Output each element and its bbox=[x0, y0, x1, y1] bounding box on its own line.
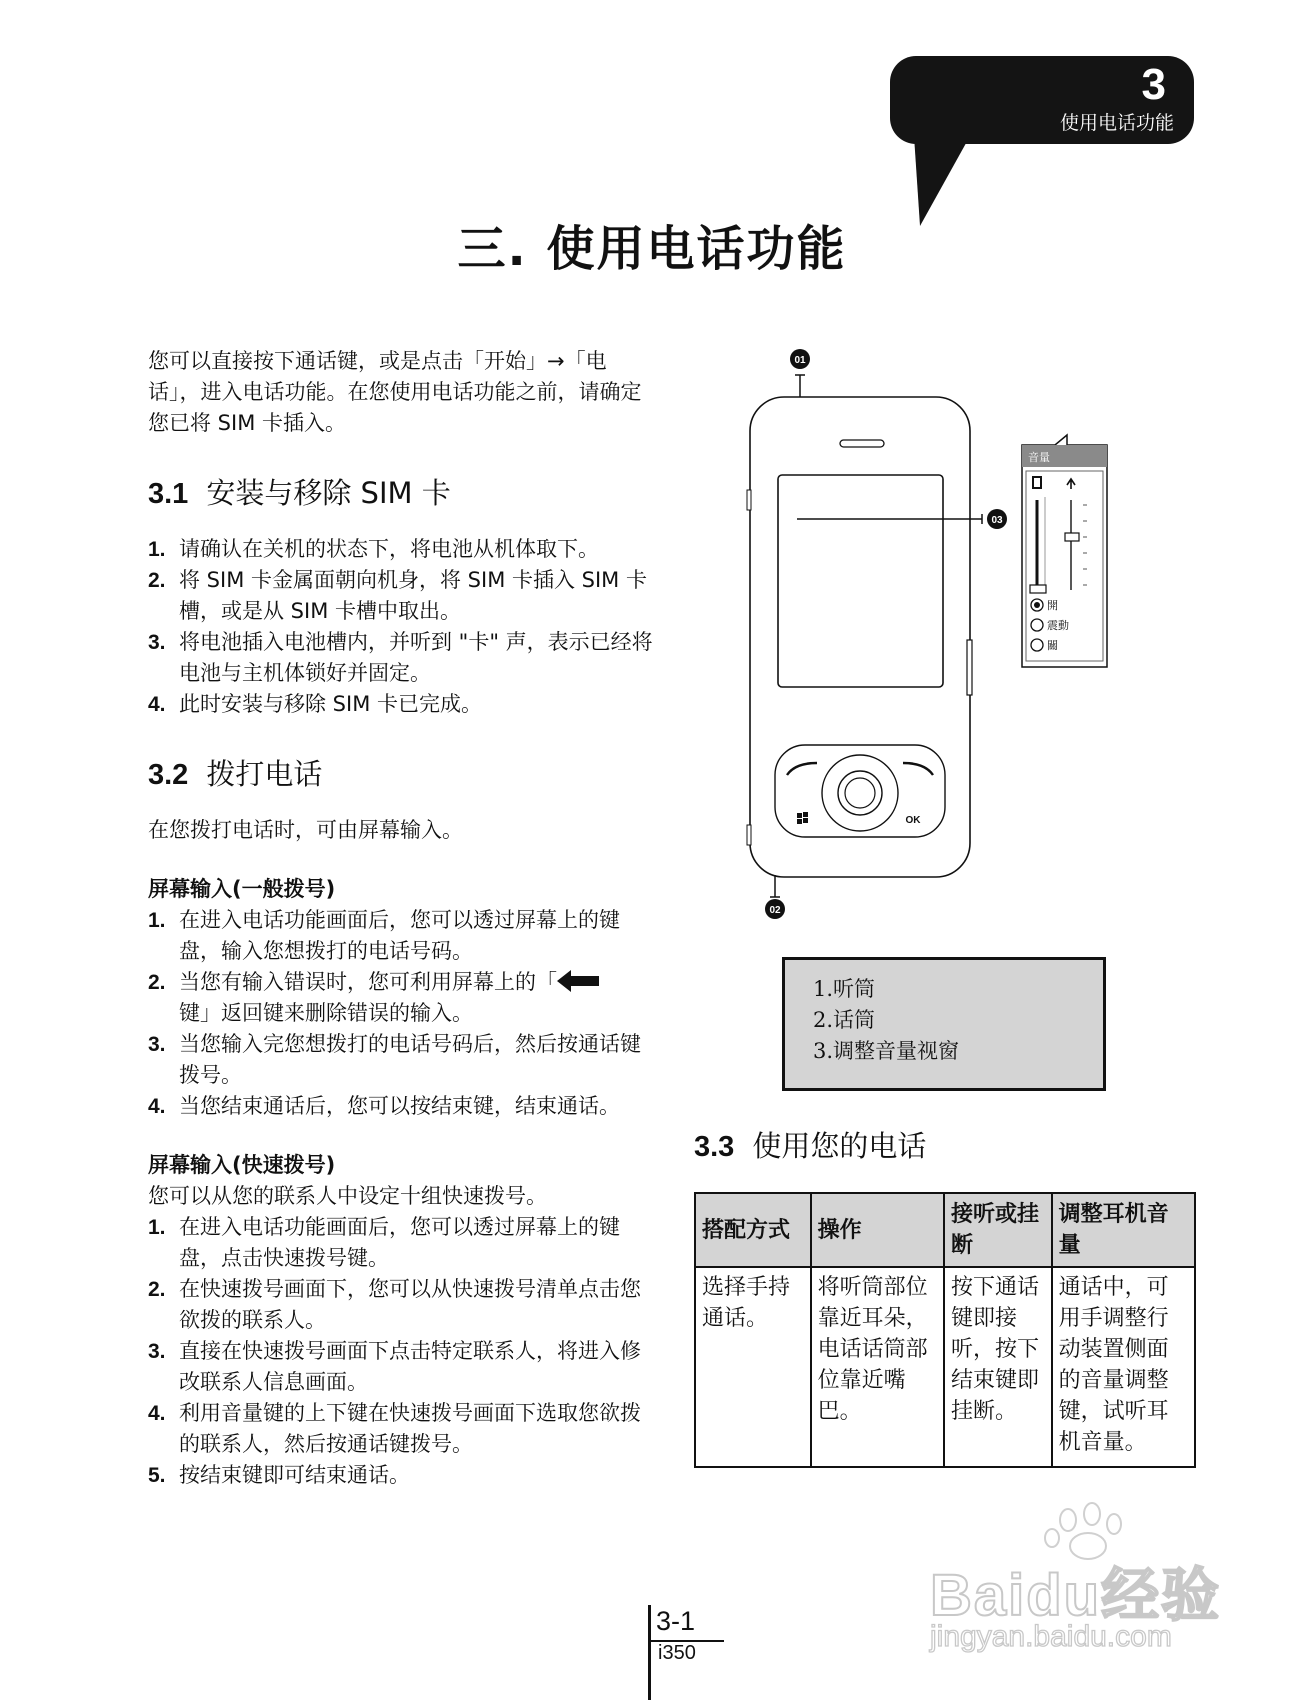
general-dial-heading: 屏幕输入(一般拨号) bbox=[148, 877, 336, 901]
step-text: 请确认在关机的状态下，将电池从机体取下。 bbox=[179, 537, 599, 561]
section-title: 拨打电话 bbox=[206, 757, 323, 791]
list-item bbox=[148, 967, 658, 1029]
step-number: 3. bbox=[148, 1340, 166, 1363]
step-text: 当您输入完您想拨打的电话号码后，然后按通话键拨号。 bbox=[179, 1032, 641, 1087]
speed-dial-steps bbox=[148, 1212, 658, 1491]
left-column bbox=[148, 346, 658, 1491]
sim-steps-list bbox=[148, 534, 658, 720]
callout-03-label: 03 bbox=[991, 515, 1003, 526]
table-cell: 选择手持通话。 bbox=[695, 1267, 811, 1467]
list-item bbox=[148, 627, 658, 689]
caption-item: 1.听筒 bbox=[813, 977, 876, 1001]
table-cell: 按下通话键即接听，按下结束键即挂断。 bbox=[944, 1267, 1052, 1467]
speed-dial-heading: 屏幕输入(快速拨号) bbox=[148, 1153, 336, 1177]
table-header-cell: 搭配方式 bbox=[695, 1193, 811, 1267]
side-key bbox=[747, 825, 751, 845]
section-title: 安装与移除 SIM 卡 bbox=[206, 476, 451, 510]
watermark-brand: Baidu经验 bbox=[930, 1563, 1222, 1628]
table-header-cell: 调整耳机音量 bbox=[1052, 1193, 1195, 1267]
back-arrow-icon bbox=[557, 970, 599, 992]
step-number: 4. bbox=[148, 1095, 166, 1118]
table-header-cell: 接听或挂断 bbox=[944, 1193, 1052, 1267]
step-number: 1. bbox=[148, 538, 166, 561]
step-text: 此时安装与移除 SIM 卡已完成。 bbox=[179, 692, 482, 716]
step-text: 直接在快速拨号画面下点击特定联系人，将进入修改联系人信息画面。 bbox=[179, 1339, 641, 1394]
page-number: 3-1 bbox=[656, 1606, 696, 1636]
step-text: 将电池插入电池槽内，并听到 "卡" 声，表示已经将电池与主机体锁好并固定。 bbox=[179, 630, 653, 685]
list-item bbox=[148, 534, 658, 565]
radio-vibrate[interactable] bbox=[1031, 619, 1043, 631]
list-item bbox=[148, 1460, 658, 1491]
section-title: 使用您的电话 bbox=[752, 1129, 927, 1163]
step-text: 当您有输入错误时，您可利用屏幕上的「 bbox=[179, 970, 557, 994]
caption-item: 3.调整音量视窗 bbox=[813, 1039, 960, 1063]
step-number: 2. bbox=[148, 569, 166, 592]
step-text: 在快速拨号画面下，您可以从快速拨号清单点击您欲拨的联系人。 bbox=[179, 1277, 641, 1332]
phone-volume-slider[interactable] bbox=[1030, 585, 1046, 593]
section-number: 3.2 bbox=[148, 759, 189, 791]
step-text: 利用音量键的上下键在快速拨号画面下选取您欲拨的联系人，然后按通话键拨号。 bbox=[179, 1401, 641, 1456]
figure-caption-box bbox=[782, 957, 1106, 1091]
radio-label: 震動 bbox=[1047, 619, 1069, 632]
section-3-3-heading bbox=[694, 1128, 926, 1165]
list-item bbox=[148, 1091, 658, 1122]
table-cell: 将听筒部位靠近耳朵，电话话筒部位靠近嘴巴。 bbox=[811, 1267, 944, 1467]
table-cell: 通话中，可用手调整行动装置侧面的音量调整键，试听耳机音量。 bbox=[1052, 1267, 1195, 1467]
step-text: 在进入电话功能画面后，您可以透过屏幕上的键盘，点击快速拨号键。 bbox=[179, 1215, 620, 1270]
radio-label: 關 bbox=[1047, 639, 1058, 652]
speed-dial-intro: 您可以从您的联系人中设定十组快速拨号。 bbox=[148, 1184, 547, 1208]
volume-side-key bbox=[967, 640, 972, 695]
list-item bbox=[148, 1336, 658, 1398]
chapter-name: 使用电话功能 bbox=[1059, 112, 1174, 134]
callout-02-label: 02 bbox=[769, 905, 781, 916]
step-text: 按结束键即可结束通话。 bbox=[179, 1463, 410, 1487]
table-header-cell: 操作 bbox=[811, 1193, 944, 1267]
step-number: 5. bbox=[148, 1464, 166, 1487]
side-key bbox=[747, 490, 751, 510]
step-text: 当您结束通话后，您可以按结束键，结束通话。 bbox=[179, 1094, 620, 1118]
step-number: 4. bbox=[148, 693, 166, 716]
list-item bbox=[148, 905, 658, 967]
intro-paragraph: 您可以直接按下通话键，或是点击「开始」→「电话」，进入电话功能。在您使用电话功能之前，请确定您已将 SIM 卡插入。 bbox=[148, 349, 642, 435]
caption-item: 2.话筒 bbox=[813, 1008, 876, 1032]
table-header-row bbox=[695, 1193, 1195, 1267]
earpiece bbox=[840, 440, 884, 447]
volume-window bbox=[1022, 435, 1107, 667]
chapter-tab bbox=[890, 56, 1194, 144]
step-number: 3. bbox=[148, 1033, 166, 1056]
watermark-url: jingyan.baidu.com bbox=[930, 1620, 1172, 1653]
section-number: 3.3 bbox=[694, 1131, 735, 1163]
list-item bbox=[148, 1274, 658, 1336]
volume-window-title: 音量 bbox=[1028, 451, 1050, 464]
ok-key-label: OK bbox=[905, 815, 921, 826]
section-3-2-heading bbox=[148, 756, 658, 793]
list-item bbox=[148, 1212, 658, 1274]
step-text: 键」返回键来删除错误的输入。 bbox=[179, 1001, 473, 1025]
step-number: 2. bbox=[148, 971, 166, 994]
list-item bbox=[148, 689, 658, 720]
table-row bbox=[695, 1267, 1195, 1467]
nav-center-inner bbox=[845, 778, 875, 808]
step-number: 1. bbox=[148, 1216, 166, 1239]
section-3-1-heading bbox=[148, 475, 658, 512]
list-item bbox=[148, 565, 658, 627]
list-item bbox=[148, 1398, 658, 1460]
list-item bbox=[148, 1029, 658, 1091]
radio-on-dot bbox=[1034, 602, 1040, 608]
dial-intro: 在您拨打电话时，可由屏幕输入。 bbox=[148, 818, 463, 842]
chapter-number: 3 bbox=[1141, 60, 1166, 109]
step-number: 2. bbox=[148, 1278, 166, 1301]
step-text: 在进入电话功能画面后，您可以透过屏幕上的键盘，输入您想拨打的电话号码。 bbox=[179, 908, 620, 963]
step-number: 3. bbox=[148, 631, 166, 654]
baidu-watermark bbox=[930, 1502, 1230, 1652]
phone-screen bbox=[778, 475, 943, 687]
step-number: 1. bbox=[148, 909, 166, 932]
radio-off[interactable] bbox=[1031, 639, 1043, 651]
radio-label: 開 bbox=[1047, 599, 1058, 612]
model-name: i350 bbox=[658, 1642, 696, 1664]
step-text: 将 SIM 卡金属面朝向机身，将 SIM 卡插入 SIM 卡槽，或是从 SIM 卡槽中取出。 bbox=[179, 568, 647, 623]
step-number: 4. bbox=[148, 1402, 166, 1425]
footer-divider bbox=[648, 1605, 651, 1700]
callout-01-label: 01 bbox=[794, 355, 806, 366]
ringer-volume-slider[interactable] bbox=[1065, 533, 1079, 541]
general-dial-steps bbox=[148, 905, 658, 1122]
page-title: 三. 使用电话功能 bbox=[457, 221, 847, 277]
section-number: 3.1 bbox=[148, 478, 189, 510]
phone-usage-table bbox=[694, 1192, 1196, 1468]
phone-diagram bbox=[745, 345, 1145, 925]
